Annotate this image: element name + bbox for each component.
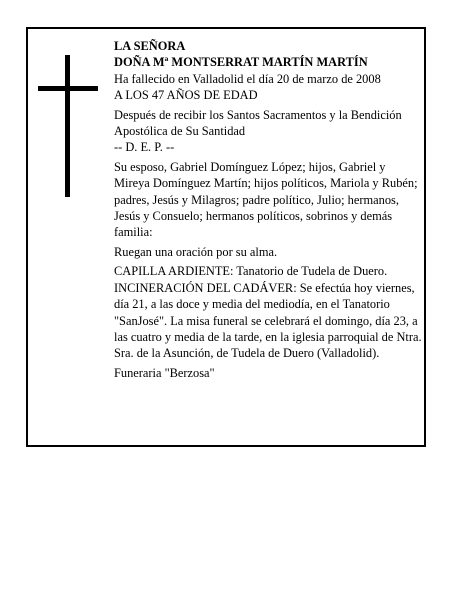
notice-title: LA SEÑORA (114, 39, 186, 53)
funeral-home: Funeraria "Berzosa" (114, 365, 215, 380)
cremation-info: INCINERACIÓN DEL CADÁVER: Se efectúa hoy viernes, día 21, a las doce y media del mediodía, en el Tanatorio "SanJosé". La misa funeral se celebrará el domingo, día 23, a las cuatro y media de la tarde, en la iglesia parroquial de Ntra. Sra. de la Asunción, de Tudela de Duero (Valladolid). (114, 280, 422, 361)
age-statement: A LOS 47 AÑOS DE EDAD (114, 88, 258, 103)
sacraments-statement: Después de recibir los Santos Sacramentos y la Bendición Apostólica de Su Santidad (114, 107, 402, 139)
cross-horizontal-bar (38, 86, 98, 91)
rest-in-peace: -- D. E. P. -- (114, 140, 175, 155)
deceased-name: DOÑA Mª MONTSERRAT MARTÍN MARTÍN (114, 55, 368, 70)
prayer-request: Ruegan una oración por su alma. (114, 244, 278, 259)
family-list: Su esposo, Gabriel Domínguez López; hijos, Gabriel y Mireya Domínguez Martín; hijos políticos, Mariola y Rubén; padres, Jesús y Milagros; padre político, Julio; hermanos, Jesús y Consuelo; hermanos políticos, sobrinos y demás familia: (114, 159, 418, 240)
chapel-info: CAPILLA ARDIENTE: Tanatorio de Tudela de Duero. (114, 264, 388, 279)
cross-icon (38, 55, 98, 197)
obituary-text (114, 38, 422, 381)
death-statement: Ha fallecido en Valladolid el día 20 de marzo de 2008 (114, 71, 381, 86)
cross-vertical-bar (65, 55, 70, 197)
